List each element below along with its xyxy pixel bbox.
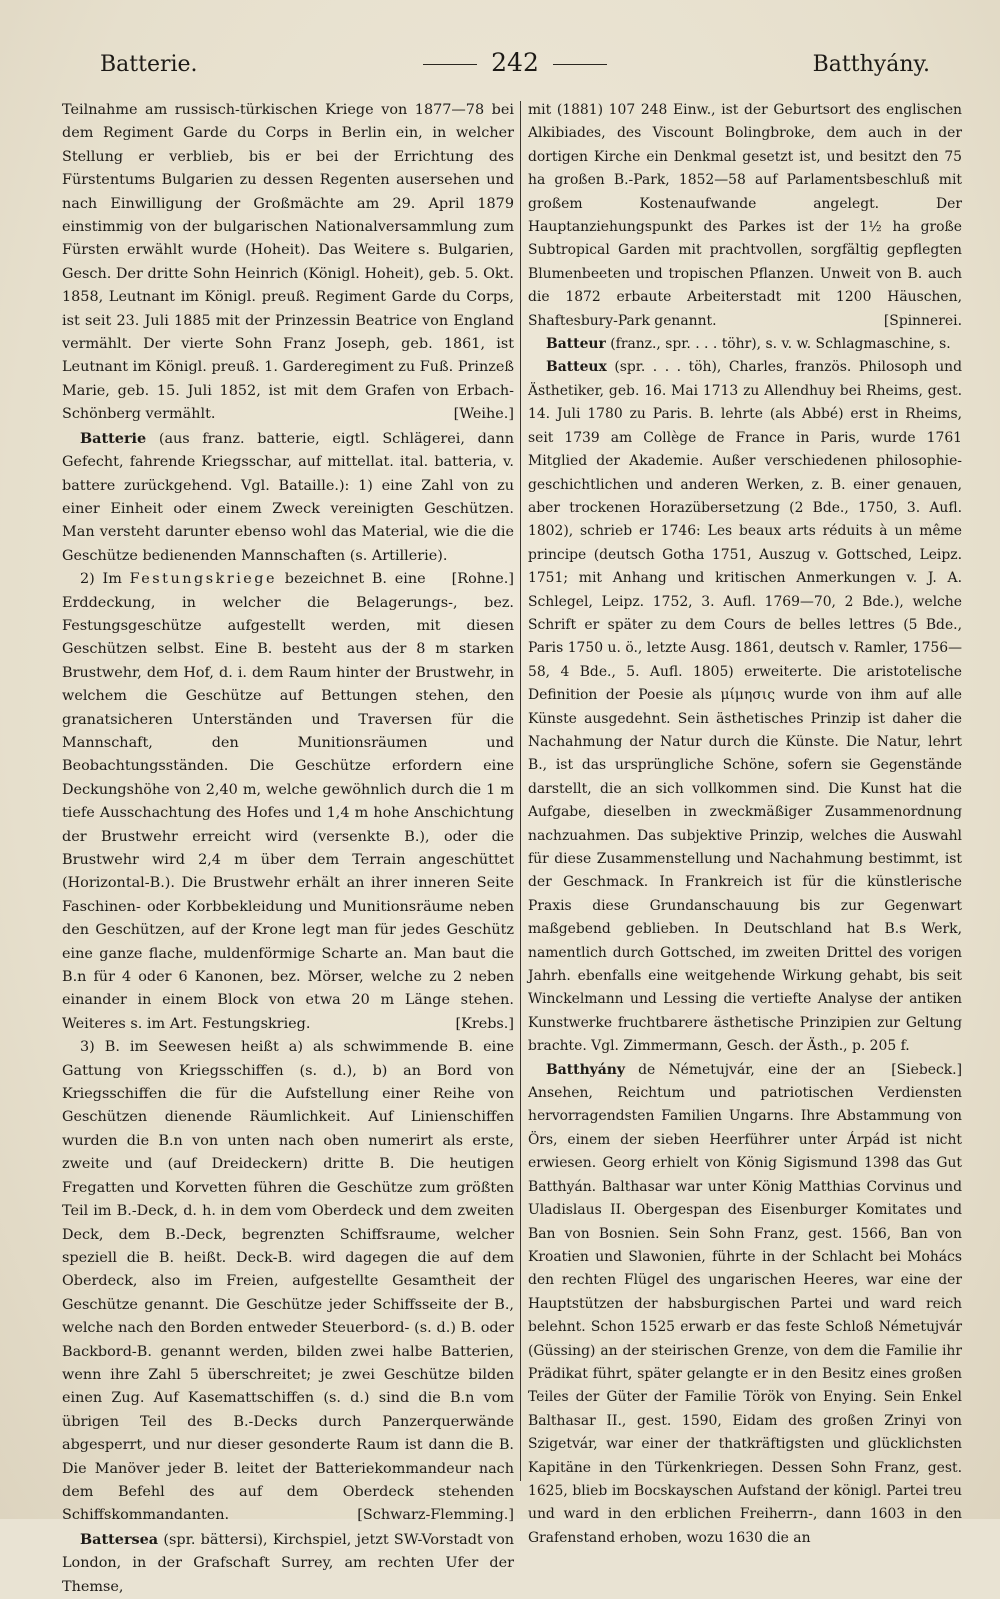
page-number: 242 — [491, 48, 539, 77]
headword: Batthyány — [546, 1061, 625, 1078]
header-rule-right — [553, 64, 607, 65]
author-signature: [Spinnerei. — [883, 312, 962, 329]
headword: Batteux — [546, 359, 607, 376]
continued-paragraph — [62, 99, 514, 427]
entry-batthyany — [528, 1059, 962, 1551]
entry-text: bezeichnet B. eine Erddeckung, in welcher die Belagerungs-, bez. Festungsgeschütze aufgestellt werden, mit diesen Geschützen selbst. Eine B. besteht aus der 8 m starken Brustwehr, dem Hof, d. i. dem Raum hinter der Brustwehr, in welchem die Geschütze auf Bettungen stehen, den granatsicheren Unterständen und Traversen für die Mannschaft, den Munitionsräumen und Beobachtungsständen. Die Geschütze erfordern eine Deckungshöhe von 2,40 m, welche gewöhnlich durch die 1 m tiefe Ausschachtung des Hofes und 1,4 m hohe Anschichtung der Brustwehr erreicht wird (versenkte B.), oder die Brustwehr wird 2,4 m über dem Terrain angeschüttet (Horizontal-B.). Die Brustwehr erhält an ihrer inneren Seite Faschinen- oder Korbbekleidung und Munitionsräume neben den Geschützen, auf der Krone legt man für jedes Geschütz eine ganze flache, muldenförmige Scharte an. Man baut die B.n für 4 oder 6 Kanonen, bez. Mörser, welche zu 2 neben einander in einem Block von etwa 20 m Länge stehen. Weiteres s. im Art. Festungskrieg. — [62, 571, 514, 1032]
headword: Batteur — [546, 336, 606, 353]
entry-batterie-sense-2 — [62, 568, 514, 1036]
left-column — [62, 99, 514, 1599]
author-signature: [Krebs.] — [455, 1015, 514, 1032]
continued-paragraph — [528, 99, 962, 333]
entry-batterie-sense-3 — [62, 1036, 514, 1528]
headword: Batterie — [80, 429, 147, 447]
author-signature: [Schwarz-Flemming.] — [357, 1507, 514, 1524]
entry-text: (spr. . . . töh), Charles, französ. Philosoph und Ästhetiker, geb. 16. Mai 1713 zu Allendhuy bei Rheims, gest. 14. Juli 1780 zu Paris. B. lehrte (als Abbé) erst in Rheims, seit 1739 am Collège de France in Paris, wurde 1761 Mitglied der Akademie. Außer verschiedenen philosophie-geschichtlichen und anderen Werken, z. B. einer genauen, aber trockenen Horazübersetzung (2 Bde., 1750, 3. Aufl. 1802), schrieb er 1746: Les beaux arts réduits à un même principe (deutsch Gotha 1751, Auszug v. Gottsched, Leipz. 1751; mit Anhang und kritischen Anmerkungen v. J. A. Schlegel, Leipz. 1752, 3. Aufl. 1769—70, 2 Bde.), welche Schrift er später zu dem Cours de belles lettres (5 Bde., Paris 1750 u. ö., letzte Ausg. 1861, deutsch v. Ramler, 1756—58, 4 Bde., 5. Aufl. 1805) erweiterte. Die aristotelische Definition der Poesie als μίμησις wurde von ihm auf alle Künste ausgedehnt. Sein ästhetisches Prinzip ist daher die Nachahmung der Natur durch die Künste. Die Natur, lehrt B., ist das ursprüngliche Schöne, sofern sie Gegenstände darstellt, die an sich vollkommen sind. Die Kunst hat die Aufgabe, dieselben in zweckmäßiger Zusammenordnung nachzuahmen. Das subjektive Prinzip, welches die Auswahl für diese Zusammenstellung und Nachahmung bestimmt, ist der Geschmack. In Frankreich ist für die künstlerische Praxis diese Grundanschauung bis zur Gegenwart maßgebend geblieben. In Deutschland hat B.s Werk, namentlich durch Gottsched, im zweiten Drittel des vorigen Jahrh. ebenfalls eine weitgehende Wirkung gehabt, bis seit Winckelmann und Lessing die vertiefte Analyse der antiken Kunstwerke fruchtbarere ästhetische Prinzipien zur Geltung brachte. Vgl. Zimmermann, Gesch. der Ästh., p. 205 f. — [528, 359, 962, 1055]
entry-text: mit (1881) 107 248 Einw., ist der Geburtsort des englischen Alkibiades, des Viscount Bolingbroke, dem auch in der dortigen Kirche ein Denkmal gesetzt ist, und besitzt den 75 ha großen B.-Park, 1852—58 auf Parlamentsbeschluß mit großem Kostenaufwande angelegt. Der Hauptanziehungspunkt des Parkes ist der 1½ ha große Subtropical Garden mit prachtvollen, sorgfältig gepflegten Blumenbeeten und tropischen Pflanzen. Unweit von B. auch die 1872 erbaute Arbeiterstadt mit 1200 Häuschen, Shaftesbury-Park genannt. — [528, 102, 962, 329]
entry-text: (spr. bättersi), Kirchspiel, jetzt SW-Vorstadt von London, in der Grafschaft Surrey, am rechten Ufer der Themse, — [62, 1531, 514, 1595]
entry-text: (franz., spr. . . . töhr), s. v. w. Schlagmaschine, s. — [605, 336, 951, 353]
page-header — [100, 48, 930, 92]
entry-text: (aus franz. batterie, eigtl. Schlägerei, dann Gefecht, fahrende Kriegsschar, auf mittellat. ital. batteria, v. battere zurückgehend. Vgl. Bataille.): 1) eine Zahl von zu einer Einheit oder einem Zweck vereinigten Geschützen. Man versteht darunter ebenso wohl das Material, wie die die Geschütze bedienenden Mannschaften (s. Artillerie). — [62, 430, 514, 564]
spaced-term: Festungskriege — [129, 571, 278, 588]
author-signature: [Rohne.] — [451, 571, 514, 588]
author-signature: [Weihe.] — [453, 406, 514, 423]
paragraph-text: Teilnahme am russisch-türkischen Kriege von 1877—78 bei dem Regiment Garde du Corps in Berlin ein, in welcher Stellung er verblieb, bis er bei der Errichtung des Fürstentums Bulgarien zu dessen Regenten ausersehen und nach Einwilligung der Großmächte am 29. April 1879 einstimmig von der bulgarischen Nationalversammlung zum Fürsten erwählt wurde (Hoheit). Das Weitere s. Bulgarien, Gesch. Der dritte Sohn Heinrich (Königl. Hoheit), geb. 5. Okt. 1858, Leutnant im Königl. preuß. Regiment Garde du Corps, ist seit 23. Juli 1885 mit der Prinzessin Beatrice von England vermählt. Der vierte Sohn Franz Joseph, geb. 1861, ist Leutnant im Königl. preuß. 1. Garderegiment zu Fuß. Prinzeß Marie, geb. 15. Juli 1852, ist mit dem Grafen von Erbach-Schönberg vermählt. — [62, 102, 514, 423]
text-columns — [62, 99, 967, 1595]
entry-batteur — [528, 333, 962, 356]
entry-text: 3) B. im Seewesen heißt a) als schwimmende B. eine Gattung von Kriegsschiffen (s. d.), b) an Bord von Kriegsschiffen die für die Aufstellung einer Reihe von Geschützen dienende Räumlichkeit. Auf Linienschiffen wurden die B.n von unten nach oben numerirt als erste, zweite und (auf Dreideckern) dritte B. Die heutigen Fregatten und Korvetten führen die Geschütze zum größten Teil im B.-Deck, d. h. in dem vom Oberdeck und dem zweiten Deck, dem B.-Deck, begrenzten Schiffsraume, welcher speziell die B. heißt. Deck-B. wird dagegen die auf dem Oberdeck, also im Freien, aufgestellte Gesamtheit der Geschütze genannt. Die Geschütze jeder Schiffsseite der B., welche nach den Borden entweder Steuerbord- (s. d.) B. oder Backbord-B. genannt werden, bilden zwei halbe Batterien, wenn ihre Zahl 5 überschreitet; je zwei Geschütze bilden einen Zug. Auf Kasemattschiffen (s. d.) sind die B.n vom übrigen Teil des B.-Decks durch Panzerquerwände abgesperrt, und nur dieser gesonderte Raum ist dann die B. Die Manöver jeder B. leitet der Batteriekommandeur nach dem Befehl des auf dem Oberdeck stehenden Schiffskommandanten. — [62, 1039, 514, 1524]
sense-number: 2) Im — [80, 571, 130, 588]
page-number-block — [100, 48, 930, 77]
headword: Battersea — [80, 1530, 159, 1548]
header-rule-left — [423, 64, 477, 65]
right-column — [528, 99, 962, 1550]
author-signature: [Siebeck.] — [891, 1061, 962, 1078]
entry-battersea — [62, 1528, 514, 1599]
header-right-keyword: Batthyány. — [812, 52, 930, 77]
entry-text: de Németujvár, eine der an Ansehen, Reichtum und patriotischen Verdiensten hervorragendsten Familien Ungarns. Ihre Abstammung von Örs, einem der sieben Heerführer unter Árpád ist nicht erwiesen. Georg erhielt von König Sigismund 1398 das Gut Batthyán. Balthasar war unter König Matthias Corvinus und Uladislaus II. Obergespan des Eisenburger Komitates und Ban von Bosnien. Sein Sohn Franz, gest. 1566, Ban von Kroatien und Slawonien, führte in der Schlacht bei Mohács den rechten Flügel des ungarischen Heeres, war eine der Hauptstützen der habsburgischen Partei und ward reich belehnt. Schon 1525 erwarb er das feste Schloß Németujvár (Güssing) an der steirischen Grenze, von dem die Familie ihr Prädikat führt, später gelangte er in den Besitz eines großen Teiles der Güter der Familie Török von Enying. Sein Enkel Balthasar II., gest. 1590, Eidam des großen Zrinyi von Szigetvár, war einer der thatkräftigsten und glücklichsten Kapitäne in den Türkenkriegen. Dessen Sohn Franz, gest. 1625, blieb im Bocskayschen Aufstand der königl. Partei treu und ward in den erblichen Freiherrn-, dann 1603 in den Grafenstand erhoben, wozu 1630 die an — [528, 1061, 962, 1546]
header-left-keyword: Batterie. — [100, 52, 198, 77]
